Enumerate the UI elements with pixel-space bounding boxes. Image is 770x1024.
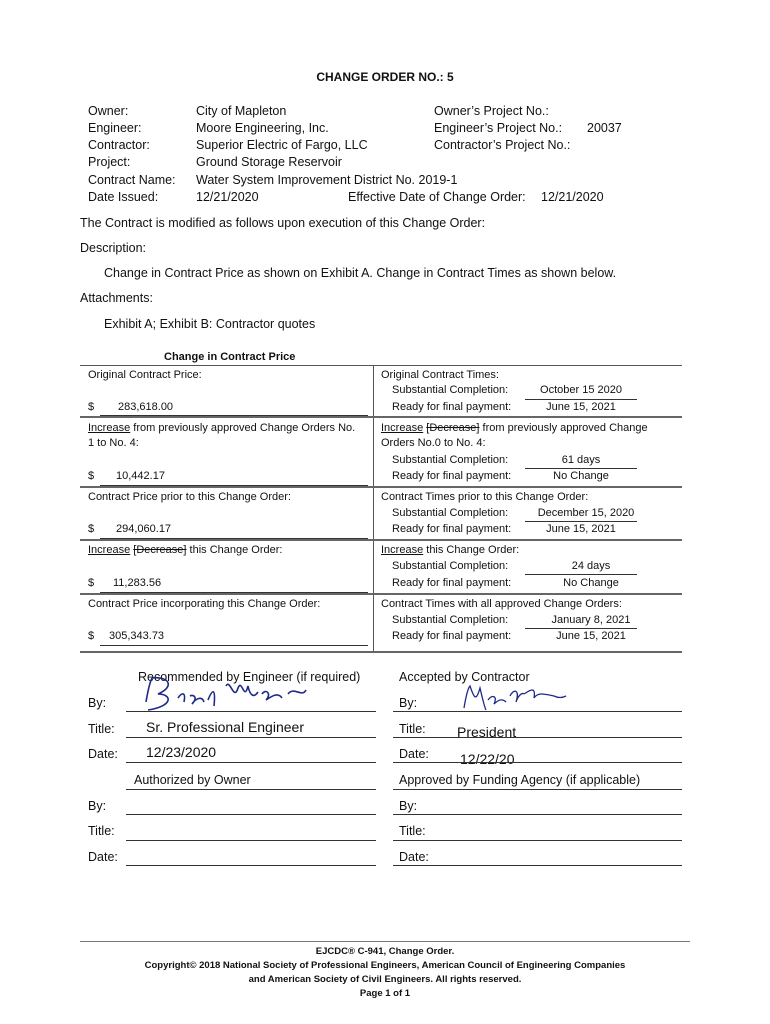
contractor-project-label: Contractor’s Project No.: [434,138,571,152]
owner-sig-heading: Authorized by Owner [134,773,251,787]
r5-dollar: $ [88,630,95,642]
r1-right-label: Original Contract Times: [381,369,499,381]
attachments-text: Exhibit A; Exhibit B: Contractor quotes [104,317,316,331]
contractor-value: Superior Electric of Fargo, LLC [196,138,368,152]
r1-ready-label: Ready for final payment: [392,401,512,413]
date-issued-value: 12/21/2020 [196,190,259,204]
engineer-sig-heading: Recommended by Engineer (if required) [138,670,361,684]
r2-dollar: $ [88,470,95,482]
agency-title-label: Title: [399,824,426,838]
r2-sub-label: Substantial Completion: [392,454,509,466]
contractor-sig-heading: Accepted by Contractor [399,670,530,684]
r2-left-label: Increase from previously approved Change Orders No. [88,422,356,434]
intro-text: The Contract is modified as follows upon execution of this Change Order: [80,216,486,230]
r3-left-label: Contract Price prior to this Change Order: [88,491,291,503]
r4-sub-label: Substantial Completion: [392,560,509,572]
contractor-title-value: President [457,724,517,740]
r2-right-label: Increase [Decrease] from previously approved Change [381,422,648,434]
owner-title-label: Title: [88,824,115,838]
r5-left-value: 305,343.73 [109,630,165,642]
r3-ready-value: June 15, 2021 [546,523,616,535]
r5-ready-value: June 15, 2021 [556,630,626,642]
r3-dollar: $ [88,523,95,535]
project-value: Ground Storage Reservoir [196,155,342,169]
r5-ready-label: Ready for final payment: [392,630,512,642]
r3-left-value: 294,060.17 [116,523,172,535]
owner-by-label: By: [88,799,107,813]
r5-right-label: Contract Times with all approved Change Orders: [381,598,622,610]
footer-divider [80,941,690,942]
r4-sub-value: 24 days [571,560,611,572]
attachments-label: Attachments: [80,291,153,305]
contract-name-value: Water System Improvement District No. 2019-1 [196,173,458,187]
engineer-date-value: 12/23/2020 [146,744,217,760]
r5-sub-label: Substantial Completion: [392,614,509,626]
r2-ready-label: Ready for final payment: [392,470,512,482]
footer-form-id: EJCDC® C-941, Change Order. [315,946,455,957]
contract-name-label: Contract Name: [88,173,176,187]
r5-sub-value: January 8, 2021 [551,614,631,626]
r3-sub-value: December 15, 2020 [537,507,635,519]
r1-sub-label: Substantial Completion: [392,384,509,396]
owner-project-label: Owner’s Project No.: [434,104,549,118]
r4-ready-value: No Change [563,577,619,589]
r1-left-label: Original Contract Price: [88,369,202,381]
engineer-project-value: 20037 [587,121,622,135]
description-label: Description: [80,241,146,255]
description-text: Change in Contract Price as shown on Exhibit A. Change in Contract Times as shown below. [104,266,617,280]
date-issued-label: Date Issued: [88,190,159,204]
owner-value: City of Mapleton [196,104,287,118]
engineer-signature [138,672,318,716]
r1-sub-value: October 15 2020 [540,384,622,396]
r4-left-label: Increase [Decrease] this Change Order: [88,544,283,556]
contractor-date-value: 12/22/20 [460,751,515,767]
contractor-label: Contractor: [88,138,150,152]
owner-date-label: Date: [88,850,118,864]
r2-left-value: 10,442.17 [116,470,165,482]
r4-left-value: 11,283.56 [113,577,162,589]
agency-sig-heading: Approved by Funding Agency (if applicable) [399,773,641,787]
r1-ready-value: June 15, 2021 [546,401,616,413]
effective-date-value: 12/21/2020 [541,190,604,204]
footer-page-number: Page 1 of 1 [359,988,411,999]
contractor-title-label: Title: [399,722,426,736]
r4-right-label: Increase this Change Order: [381,544,520,556]
agency-date-label: Date: [399,850,429,864]
r2-right-line2: Orders No.0 to No. 4: [381,437,486,449]
engineer-project-label: Engineer’s Project No.: [434,121,563,135]
owner-label: Owner: [88,104,129,118]
engineer-by-label: By: [88,696,107,710]
contractor-by-label: By: [399,696,418,710]
agency-by-label: By: [399,799,418,813]
engineer-value: Moore Engineering, Inc. [196,121,329,135]
r2-left-line2: 1 to No. 4: [88,437,139,449]
effective-date-label: Effective Date of Change Order: [348,190,526,204]
r3-ready-label: Ready for final payment: [392,523,512,535]
project-label: Project: [88,155,131,169]
r2-ready-value: No Change [553,470,609,482]
engineer-title-label: Title: [88,722,115,736]
table-divider [373,365,374,651]
r4-ready-label: Ready for final payment: [392,577,512,589]
r3-right-label: Contract Times prior to this Change Order: [381,491,589,503]
r5-left-label: Contract Price incorporating this Change Order: [88,598,321,610]
r1-dollar: $ [88,401,95,413]
table-heading: Change in Contract Price [164,351,296,363]
r3-sub-label: Substantial Completion: [392,507,509,519]
r1-left-value: 283,618.00 [118,401,174,413]
engineer-date-label: Date: [88,747,118,761]
contractor-date-label: Date: [399,747,429,761]
engineer-label: Engineer: [88,121,142,135]
footer-copyright: Copyright© 2018 National Society of Professional Engineers, American Council of Engineering Companies [144,960,626,971]
r2-sub-value: 61 days [561,454,601,466]
r4-dollar: $ [88,577,95,589]
engineer-title-value: Sr. Professional Engineer [146,719,304,735]
document-title: CHANGE ORDER NO.: 5 [316,70,454,84]
footer-rights: and American Society of Civil Engineers. All rights reserved. [248,974,522,985]
contractor-signature [458,682,568,714]
